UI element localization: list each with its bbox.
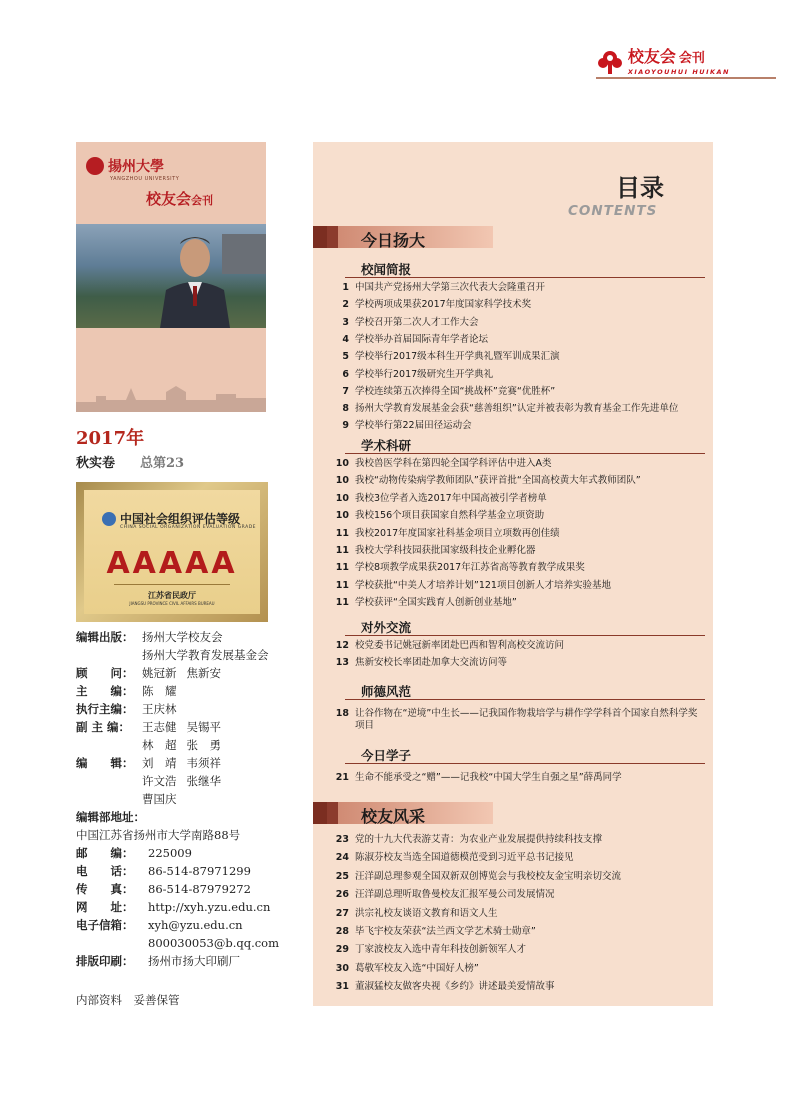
toc-entry[interactable] [313,562,700,574]
toc-entry[interactable] [313,926,700,938]
toc-entry-title: 我校大学科技园获批国家级科技企业孵化器 [355,545,536,556]
toc-entry[interactable] [313,475,700,487]
toc-page-number: 27 [335,907,349,919]
sub-research: 学术科研 [361,438,412,453]
toc-page-number: 3 [342,316,349,328]
toc-page-number: 6 [342,368,349,380]
toc-entry[interactable] [313,944,700,956]
skyline-icon [76,378,266,412]
toc-page-number: 12 [335,640,349,651]
toc-entry[interactable] [313,871,700,883]
toc-entry-title: 学校获评“全国实践育人创新创业基地” [355,597,517,609]
organization-logo-icon [102,512,116,526]
toc-page-number: 10 [335,510,349,522]
toc-page-number: 10 [335,492,349,504]
toc-entry[interactable] [313,334,700,346]
cover-title: 校友会会刊 [146,190,214,208]
sub-exchange: 对外交流 [361,620,412,635]
toc-entry-title: 我校2017年度国家社科基金项目立项数再创佳绩 [355,527,560,539]
toc-entry-title: 汪洋副总理听取鲁曼校友汇报军曼公司发展情况 [355,889,555,901]
toc-entry[interactable] [313,510,700,522]
toc-entry[interactable] [313,834,700,846]
toc-entry[interactable] [313,386,700,398]
alumni-logo-icon [596,48,624,76]
toc-entry[interactable] [313,597,700,609]
toc-page-number: 7 [342,385,349,397]
toc-page-number: 29 [335,944,349,956]
toc-page-number: 11 [335,562,349,574]
toc-entry-title: 葛敬军校友入选“中国好人榜” [355,962,479,974]
toc-page-number: 11 [335,579,349,591]
toc-subtitle: CONTENTS [568,203,658,219]
brand-header [596,48,730,76]
cover-image [76,142,266,412]
issue-year: 2017年 [76,428,145,449]
issue-total: 总第23 [140,456,185,471]
sub-ethics: 师德风范 [361,684,412,699]
toc-page-number: 18 [335,708,349,719]
toc-entry-title: 洪宗礼校友谈语文教育和语文人生 [355,907,498,919]
toc-entry[interactable] [313,317,700,329]
toc-entry-title: 学校举行2017级本科生开学典礼暨军训成果汇演 [355,351,560,363]
toc-entry[interactable] [313,640,700,652]
toc-page-number: 11 [335,597,349,609]
toc-entry[interactable] [313,420,700,432]
brand-subtitle: XIAOYOUHUI HUIKAN [627,68,730,76]
sub-news: 校闻简报 [361,262,412,277]
toc-entry-title: 中国共产党扬州大学第三次代表大会隆重召开 [355,282,546,293]
toc-entry-title: 汪洋副总理参观全国双新双创博览会与我校校友金宝明亲切交流 [355,870,622,882]
toc-entry[interactable] [313,458,700,470]
toc-entry-title: 焦新安校长率团赴加拿大交流访问等 [355,657,508,668]
toc-entry[interactable] [313,545,700,557]
toc-entry[interactable] [313,351,700,363]
toc-entry-title: 扬州大学教育发展基金会获“慈善组织”认定并被表彰为教育基金工作先进单位 [355,403,679,415]
cover-university: 揚州大學 YANGZHOU UNIVERSITY [86,156,164,176]
toc-entry-title: 我校156个项目获国家自然科学基金立项资助 [355,510,545,522]
toc-entry[interactable] [313,708,700,732]
toc-entry[interactable] [313,657,700,669]
toc-page-number: 10 [335,458,349,469]
toc-page-number: 21 [335,772,349,783]
toc-page-number: 2 [342,299,349,311]
toc-entry[interactable] [313,981,700,993]
toc-page-number: 31 [335,981,349,993]
toc-page-number: 26 [335,889,349,901]
toc-page-number: 4 [342,333,349,345]
toc-page-number: 8 [342,403,349,415]
evaluation-certificate [76,482,268,622]
cert-issuer: 江苏省民政厅 [148,591,196,600]
toc-page-number: 13 [335,657,349,668]
toc-entry-title: 党的十九大代表游艾青：为农业产业发展提供持续科技支撑 [355,834,603,845]
toc-entry[interactable] [313,528,700,540]
email-link[interactable]: xyh@yzu.edu.cn [148,918,243,932]
toc-title: 目录 [616,173,664,202]
toc-entry-title: 学校举办首届国际青年学者论坛 [355,333,489,345]
toc-entry-title: 让谷作物在“逆境”中生长——记我国作物栽培学与耕作学学科首个国家自然科学奖项目 [355,708,698,731]
cert-title-en: CHINA SOCIAL ORGANIZATION EVALUATION GRADE [120,525,257,530]
toc-entry-title: 学校8项教学成果获2017年江苏省高等教育教学成果奖 [355,562,585,574]
toc-entry-title: 丁家波校友入选中青年科技创新领军人才 [355,944,527,956]
toc-entry-title: 我校兽医学科在第四轮全国学科评估中进入A类 [355,458,552,469]
sub-students: 今日学子 [361,748,412,763]
editorial-info: 编辑出版： 扬州大学校友会 扬州大学教育发展基金会 顾 问： 姚冠新 焦新安 主 编： 陈 耀 执行主编： 王庆林 副 主 编： 王志健 吴锡平 林 超 张 勇 编 辑： 刘 靖 韦须祥 许文浩 张继华 曹国庆 编辑部地址： 中国江苏省扬州市大学南路88号 邮 编： 225009 电 话： 86-514-87971299 传 真： 86-514-87979272 网 址： http://xyh.yzu.edu.cn 电子信箱： xyh@yzu.edu.cn 800030053@b.qq.com 排版印刷： 扬州市扬大印刷厂 [76,628,306,970]
toc-page-number: 24 [335,852,349,864]
brand-divider [596,77,776,79]
toc-entry-title: 学校获批“中美人才培养计划”121项目创新人才培养实验基地 [355,579,611,591]
website-link[interactable]: http://xyh.yzu.edu.cn [148,900,271,914]
toc-page-number: 25 [335,870,349,882]
toc-entry[interactable] [313,493,700,505]
email-link-2[interactable]: 800030053@b.qq.com [148,936,280,950]
toc-entry[interactable] [313,772,700,784]
section-alumni: 校友风采 [361,807,426,826]
toc-entry[interactable] [313,889,700,901]
cert-issuer-en: JIANGSU PROVINCE CIVIL AFFAIRS BUREAU [129,601,215,606]
toc-entry[interactable] [313,282,700,294]
toc-page-number: 10 [335,475,349,487]
toc-entry-title: 校党委书记姚冠新率团赴巴西和智利高校交流访问 [355,640,565,651]
toc-entry-title: 董淑猛校友做客央视《乡约》讲述最美爱情故事 [355,981,555,993]
toc-entry[interactable] [313,908,700,920]
toc-entry-title: 学校两项成果获2017年度国家科学技术奖 [355,299,532,311]
address-label: 编辑部地址： [76,810,145,824]
cert-grade: AAAAA [106,546,238,581]
issue-season: 秋实卷 [76,456,116,471]
toc-entry-title: 毕飞宇校友荣获“法兰西文学艺术骑士勋章” [355,926,536,937]
table-of-contents [313,142,713,1006]
toc-entry-title: 学校连续第五次捧得全国“挑战杯”竞赛“优胜杯” [355,385,556,397]
toc-entry[interactable] [313,299,700,311]
toc-entry-title: 我校3位学者入选2017年中国高被引学者榜单 [355,492,547,504]
toc-entry[interactable] [313,580,700,592]
toc-page-number: 5 [342,351,349,363]
toc-entry[interactable] [313,852,700,864]
toc-entry-title: 学校举行2017级研究生开学典礼 [355,368,494,380]
toc-page-number: 28 [335,926,349,937]
cert-title: 中国社会组织评估等级 [120,512,241,526]
university-seal-icon [86,157,104,175]
toc-entry[interactable] [313,403,700,415]
cover-photo [76,224,266,328]
toc-entry-title: 我校“动物传染病学教师团队”获评首批“全国高校黄大年式教师团队” [355,475,641,487]
toc-page-number: 30 [335,962,349,974]
address: 中国江苏省扬州市大学南路88号 [76,828,241,842]
toc-page-number: 11 [335,527,349,539]
toc-entry-title: 学校召开第二次人才工作大会 [355,316,479,328]
toc-page-number: 23 [335,834,349,845]
toc-entry-title: 学校举行第22届田径运动会 [355,420,472,432]
toc-page-number: 9 [342,420,349,432]
internal-note: 内部资料 妥善保管 [76,993,180,1007]
brand-title: 校友会 会刊 [627,47,705,66]
toc-entry[interactable] [313,369,700,381]
toc-page-number: 1 [342,282,349,293]
toc-entry-title: 生命不能承受之“赠”——记我校“中国大学生自强之星”薛禹同学 [355,772,622,783]
portrait-icon [158,230,232,328]
section-today: 今日扬大 [361,231,426,250]
toc-entry[interactable] [313,963,700,975]
toc-entry-title: 陈淑芬校友当选全国道德模范受到习近平总书记接见 [355,852,574,864]
toc-page-number: 11 [335,545,349,556]
